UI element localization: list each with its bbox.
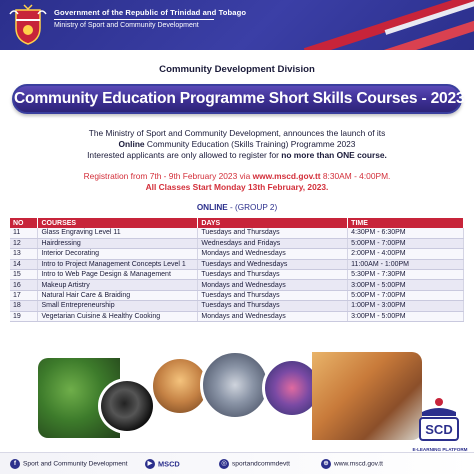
government-title: Government of the Republic of Trinidad and Tobago bbox=[54, 8, 247, 17]
cell-course: Hairdressing bbox=[38, 238, 198, 248]
table-row bbox=[10, 228, 464, 238]
footer bbox=[0, 452, 474, 474]
header-band bbox=[0, 0, 474, 50]
photo-camera bbox=[98, 378, 156, 434]
footer-website[interactable] bbox=[321, 459, 383, 469]
cell-no: 13 bbox=[10, 249, 38, 259]
intro-text bbox=[0, 128, 474, 160]
cell-course: Interior Decorating bbox=[38, 249, 198, 259]
instagram-text: sportandcommdevtt bbox=[232, 460, 290, 468]
cell-days: Wednesdays and Fridays bbox=[198, 238, 348, 248]
globe-icon: ⊕ bbox=[321, 459, 331, 469]
cell-time: 5:00PM - 7:00PM bbox=[348, 238, 464, 248]
cell-no: 18 bbox=[10, 301, 38, 311]
photo-video-call bbox=[200, 350, 270, 420]
title-banner bbox=[12, 84, 465, 114]
cell-no: 15 bbox=[10, 270, 38, 280]
youtube-text: MSCD bbox=[158, 459, 180, 469]
group-label: - (GROUP 2) bbox=[227, 203, 278, 212]
cell-no: 11 bbox=[10, 228, 38, 238]
table-row bbox=[10, 238, 464, 248]
header-stripe bbox=[304, 0, 474, 50]
elearning-logo-icon bbox=[412, 396, 466, 448]
intro-line-2-rest: Community Education (Skills Training) Programme 2023 bbox=[144, 138, 356, 149]
elearning-logo-text: SCD bbox=[425, 422, 453, 437]
cell-no: 16 bbox=[10, 280, 38, 290]
coat-of-arms-icon bbox=[8, 4, 48, 46]
cell-days: Mondays and Wednesdays bbox=[198, 249, 348, 259]
division-heading: Community Development Division bbox=[159, 64, 315, 75]
registration-line-2: All Classes Start Monday 13th February, 2023. bbox=[145, 181, 329, 192]
header-no: NO bbox=[10, 218, 38, 228]
table-row bbox=[10, 301, 464, 311]
table-header-row bbox=[10, 218, 464, 228]
table-row bbox=[10, 249, 464, 259]
elearning-label: E-LEARNING PLATFORM bbox=[412, 447, 468, 452]
cell-no: 12 bbox=[10, 238, 38, 248]
header-days: DAYS bbox=[198, 218, 348, 228]
cell-no: 17 bbox=[10, 290, 38, 300]
table-row bbox=[10, 311, 464, 321]
youtube-icon: ▶ bbox=[145, 459, 155, 469]
facebook-text: Sport and Community Development bbox=[23, 460, 128, 468]
intro-line-1: The Ministry of Sport and Community Development, announces the launch of its bbox=[88, 128, 386, 138]
cell-days: Mondays and Wednesdays bbox=[198, 280, 348, 290]
photo-crafts bbox=[312, 352, 422, 440]
cell-course: Small Entrepreneurship bbox=[38, 301, 198, 311]
footer-instagram[interactable] bbox=[219, 459, 290, 469]
intro-line-3 bbox=[0, 150, 474, 161]
registration-line-1 bbox=[0, 171, 474, 182]
cell-course: Vegetarian Cuisine & Healthy Cooking bbox=[38, 311, 198, 321]
cell-days: Tuesdays and Wednesdays bbox=[198, 259, 348, 269]
cell-time: 1:00PM - 3:00PM bbox=[348, 301, 464, 311]
ministry-subtitle: Ministry of Sport and Community Development bbox=[54, 22, 199, 29]
cell-course: Glass Engraving Level 11 bbox=[38, 228, 198, 238]
intro-line-2 bbox=[0, 139, 474, 150]
header-divider bbox=[54, 19, 214, 20]
cell-days: Tuesdays and Thursdays bbox=[198, 290, 348, 300]
intro-line-3-bold: no more than ONE course. bbox=[281, 149, 387, 160]
cell-time: 2:00PM - 4:00PM bbox=[348, 249, 464, 259]
table-row bbox=[10, 280, 464, 290]
cell-time: 5:00PM - 7:00PM bbox=[348, 290, 464, 300]
banner-title: Community Education Programme Short Skills Courses - 2023 bbox=[14, 90, 465, 107]
cell-course: Makeup Artistry bbox=[38, 280, 198, 290]
cell-course: Natural Hair Care & Braiding bbox=[38, 290, 198, 300]
cell-time: 3:00PM - 5:00PM bbox=[348, 311, 464, 321]
table-row bbox=[10, 270, 464, 280]
photo-collage bbox=[0, 348, 474, 444]
header-courses: COURSES bbox=[38, 218, 198, 228]
courses-table bbox=[10, 218, 464, 322]
registration-url[interactable]: www.mscd.gov.tt bbox=[252, 171, 321, 181]
cell-days: Tuesdays and Thursdays bbox=[198, 270, 348, 280]
facebook-icon: f bbox=[10, 459, 20, 469]
cell-time: 4:30PM - 6:30PM bbox=[348, 228, 464, 238]
intro-line-3-prefix: Interested applicants are only allowed to register for bbox=[87, 149, 282, 160]
cell-time: 11:00AM - 1:00PM bbox=[348, 259, 464, 269]
cell-days: Tuesdays and Thursdays bbox=[198, 228, 348, 238]
cell-time: 3:00PM - 5:00PM bbox=[348, 280, 464, 290]
cell-course: Intro to Web Page Design & Management bbox=[38, 270, 198, 280]
cell-no: 14 bbox=[10, 259, 38, 269]
table-row bbox=[10, 290, 464, 300]
intro-online-bold: Online bbox=[118, 138, 145, 149]
cell-days: Tuesdays and Thursdays bbox=[198, 301, 348, 311]
registration-hours: 8:30AM - 4:00PM. bbox=[320, 171, 391, 181]
cell-no: 19 bbox=[10, 311, 38, 321]
cell-course: Intro to Project Management Concepts Level 1 bbox=[38, 259, 198, 269]
registration-prefix: Registration from 7th - 9th February 2023 via bbox=[83, 171, 253, 181]
website-text: www.mscd.gov.tt bbox=[334, 460, 383, 468]
online-label: ONLINE bbox=[196, 203, 228, 212]
footer-facebook[interactable] bbox=[10, 459, 127, 469]
table-row bbox=[10, 259, 464, 269]
instagram-icon: ◎ bbox=[219, 459, 229, 469]
cell-days: Mondays and Wednesdays bbox=[198, 311, 348, 321]
online-group-tag bbox=[0, 203, 474, 212]
header-time: TIME bbox=[348, 218, 464, 228]
registration-info bbox=[0, 171, 474, 193]
cell-time: 5:30PM - 7:30PM bbox=[348, 270, 464, 280]
footer-youtube[interactable] bbox=[145, 459, 180, 469]
